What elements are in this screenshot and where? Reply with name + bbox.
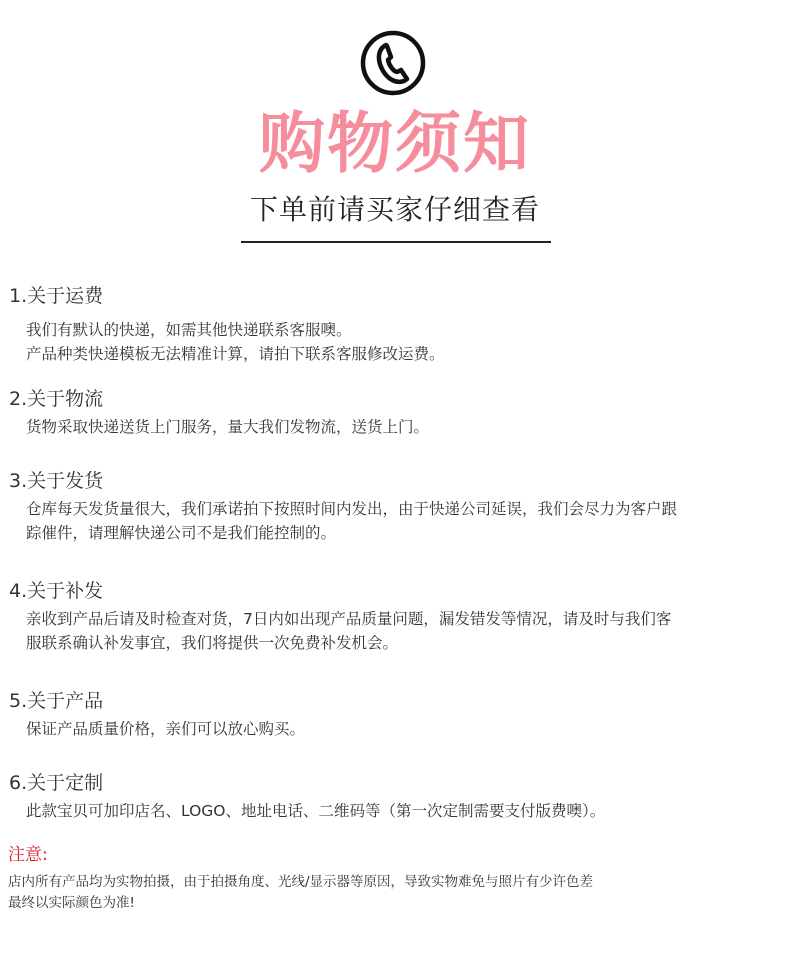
section-body-logistics [26, 415, 786, 439]
page-title: 购物须知 [259, 105, 531, 182]
section-title-delivery: 3.关于发货 [9, 470, 104, 492]
section-line: 仓库每天发货量很大，我们承诺拍下按照时间内发出，由于快递公司延误，我们会尽力为客户跟 [26, 500, 678, 518]
section-line: 我们有默认的快递，如需其他快递联系客服噢。 [26, 321, 352, 339]
section-line: 服联系确认补发事宜，我们将提供一次免费补发机会。 [26, 634, 399, 652]
phone-icon [359, 29, 427, 97]
section-title-logistics: 2.关于物流 [9, 388, 104, 410]
page-subtitle: 下单前请买家仔细查看 [249, 193, 540, 226]
section-line: 保证产品质量价格，亲们可以放心购买。 [26, 720, 306, 738]
section-title-reissue: 4.关于补发 [9, 580, 104, 602]
title-divider [241, 241, 551, 243]
section-line: 踪催件，请理解快递公司不是我们能控制的。 [26, 524, 337, 542]
section-body-reissue [26, 607, 786, 655]
section-body-delivery [26, 497, 786, 545]
section-title-product: 5.关于产品 [9, 690, 104, 712]
note-line: 最终以实际颜色为准! [8, 895, 135, 911]
section-line: 产品种类快递模板无法精准计算，请拍下联系客服修改运费。 [26, 345, 445, 363]
section-line: 亲收到产品后请及时检查对货，7日内如出现产品质量问题，漏发错发等情况，请及时与我们客 [26, 610, 672, 628]
section-line: 货物采取快递送货上门服务，量大我们发物流，送货上门。 [26, 418, 430, 436]
note-body [8, 872, 788, 914]
section-body-product [26, 717, 786, 741]
section-line: 此款宝贝可加印店名、LOGO、地址电话、二维码等（第一次定制需要支付版费噢）。 [26, 802, 606, 820]
section-body-customization [26, 799, 786, 823]
header [0, 0, 790, 250]
section-title-shipping-fee: 1.关于运费 [9, 285, 104, 307]
note-line: 店内所有产品均为实物拍摄，由于拍摄角度、光线/显示器等原因，导致实物难免与照片有少许色差 [8, 874, 594, 890]
section-body-shipping-fee [26, 318, 786, 366]
note-title: 注意: [8, 845, 48, 865]
section-title-customization: 6.关于定制 [9, 772, 104, 794]
